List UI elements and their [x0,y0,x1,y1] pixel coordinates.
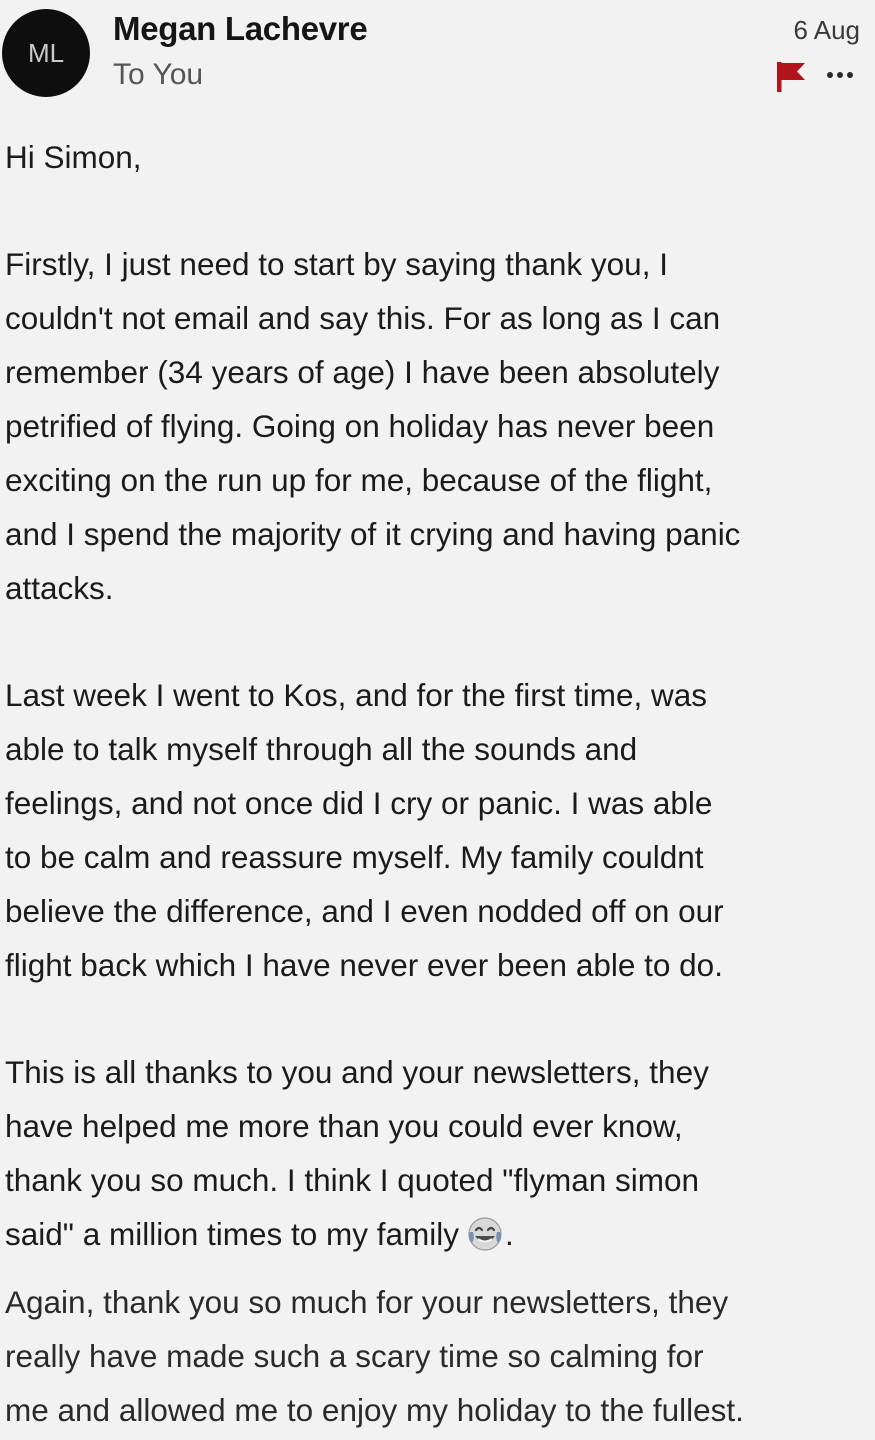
message-paragraph [5,1045,867,1261]
message-paragraph: Last week I went to Kos, and for the first time, was able to talk myself through all the sounds and feelings, and not once did I cry or panic. I was able to be calm and reassure myself. My family couldnt believe the difference, and I even nodded off on our flight back which I have never ever been able to do. [5,677,724,983]
avatar-initials: ML [27,37,65,68]
paragraph-text: This is all thanks to you and your newsletters, they have helped me more than you could ever know, thank you so much. I think I quoted "flyman simon said" a million times to my family [5,1054,709,1252]
avatar[interactable] [2,9,90,97]
face-with-tears-of-joy-icon [465,1213,505,1253]
email-header [0,0,875,110]
paragraph-end: . [505,1216,514,1252]
recipient-line: To You [113,58,204,91]
message-paragraph: Again, thank you so much for your newsletters, they really have made such a scary time so calming for me and allowed me to enjoy my holiday to the fullest. [5,1284,744,1428]
flag-icon[interactable] [774,59,810,95]
more-options-icon[interactable] [823,60,857,90]
greeting: Hi Simon, [5,139,142,175]
email-date: 6 Aug [793,15,860,45]
message-paragraph: Firstly, I just need to start by saying thank you, I couldn't not email and say this. For as long as I can remember (34 years of age) I have been absolutely petrified of flying. Going on holiday has never been exciting on the run up for me, because of the flight, and I spend the majority of it crying and having panic attacks. [5,246,741,606]
sender-name[interactable]: Megan Lachevre [113,10,368,47]
